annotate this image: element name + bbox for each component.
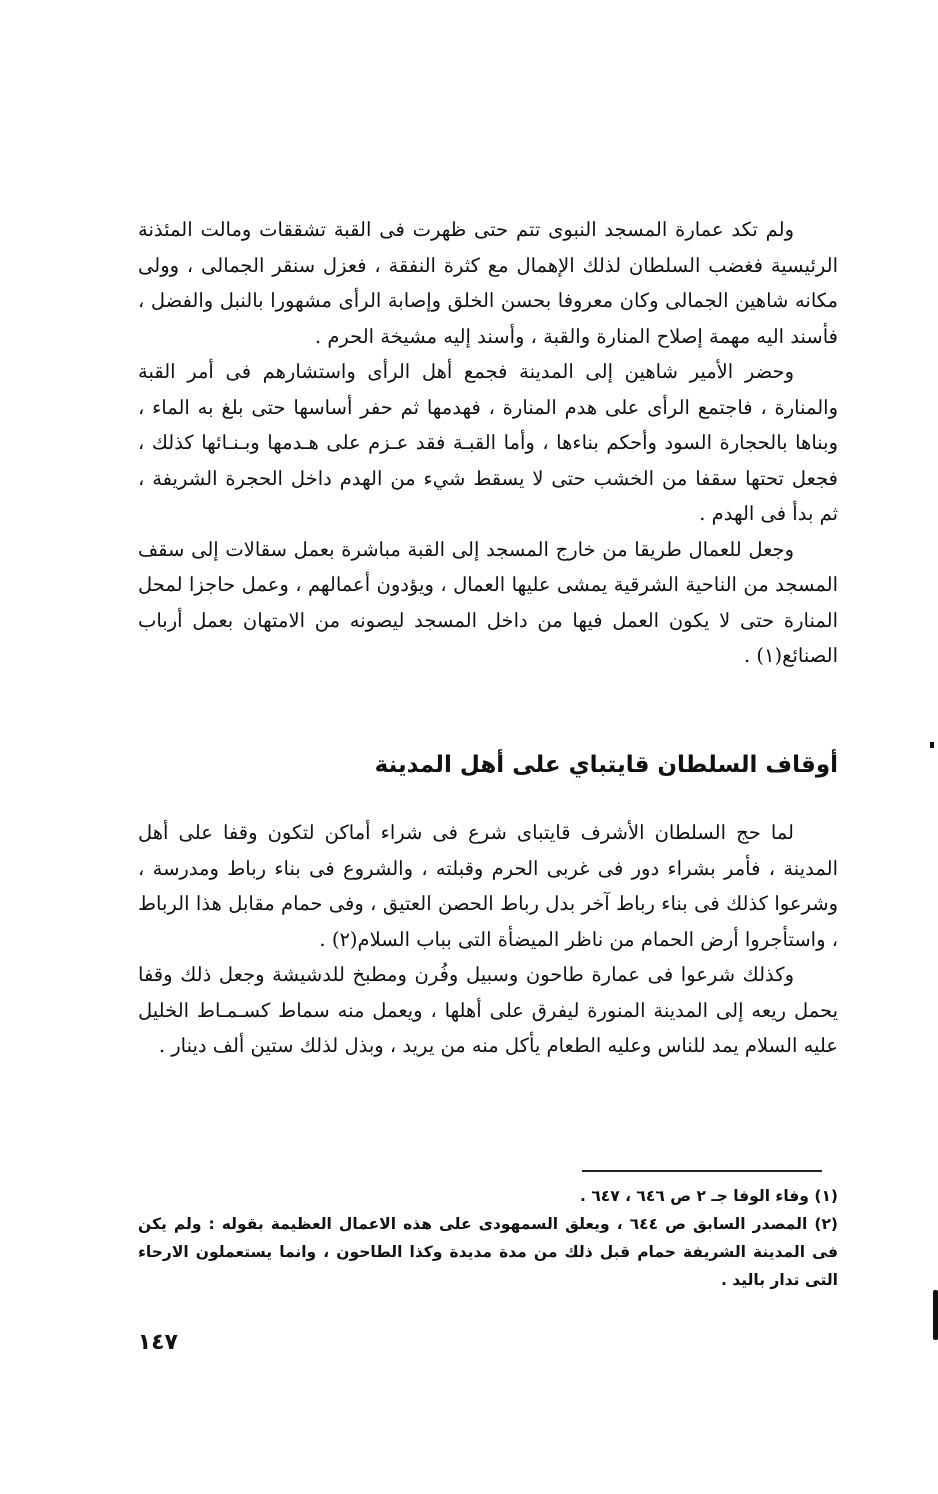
paragraph-4: لما حج السلطان الأشرف قايتباى شرع فى شراء أماكن لتكون وقفا على أهل المدينة ، فأمر بشراء دور فى غربى الحرم وقبلته ، والشروع فى بناء رباط ومدرسة ، وشرعوا كذلك فى بناء رباط آخر بدل رباط الحصن العتيق ، وفى حمام مقابل هذا الرباط ، واستأجروا أرض الحمام من ناظر الميضأة التى بباب السلام(٢) . [138,821,838,951]
scan-edge-mark [933,1290,938,1340]
paragraph-5: وكذلك شرعوا فى عمارة طاحون وسبيل وفُرن ومطبخ للدشيشة وجعل ذلك وقفا يحمل ريعه إلى المدينة المنورة ليفرق على أهلها ، ويعمل منه سماط كسـمـاط الخليل عليه السلام يمد للناس وعليه الطعام يأكل منه من يريد ، وبذل لذلك ستين ألف دينار . [138,963,838,1057]
footnote-2: (٢) المصدر السابق ص ٦٤٤ ، ويعلق السمهودى على هذه الاعمال العظيمة بقوله : ولم يكن فى المدينة الشريفة حمام قبل ذلك من مدة مديدة وكذا الطاحون ، وانما يستعملون الارحاء التى تدار باليد . [138,1215,838,1289]
section-1-text [138,212,838,674]
section-2-text [138,815,838,1064]
footnote-divider [582,1170,822,1172]
footnote-1: (١) وفاء الوفا جـ ٢ ص ٦٤٦ ، ٦٤٧ . [580,1187,838,1205]
paragraph-3: وجعل للعمال طريقا من خارج المسجد إلى القبة مباشرة بعمل سقالات إلى سقف المسجد من الناحية الشرقية يمشى عليها العمال ، ويؤدون أعمالهم ، وعمل حاجزا لمحل المنارة حتى لا يكون العمل فيها من داخل المسجد ليصونه من الامتهان بعمل أرباب الصنائع(١) . [138,537,838,667]
footnotes [138,1182,838,1294]
page-number: ١٤٧ [137,1330,178,1355]
paragraph-2: وحضر الأمير شاهين إلى المدينة فجمع أهل الرأى واستشارهم فى أمر القبة والمنارة ، فاجتمع الرأى على هدم المنارة ، فهدمها ثم حفر أساسها حتى بلغ به الماء ، وبناها بالحجارة السود وأحكم بناءها ، وأما القبـة فقد عـزم على هـدمها وبـنـائها كذلك ، فجعل تحتها سقفا من الخشب حتى لا يسقط شيء من الهدم داخل الحجرة الشريفة ، ثم بدأ فى الهدم . [138,360,838,525]
scan-artifact-mark [930,742,934,748]
section-heading: أوقاف السلطان قايتباي على أهل المدينة [374,752,838,778]
paragraph-1: ولم تكد عمارة المسجد النبوى تتم حتى ظهرت فى القبة تشققات ومالت المئذنة الرئيسية فغضب السلطان لذلك الإهمال مع كثرة النفقة ، فعزل سنقر الجمالى ، وولى مكانه شاهين الجمالى وكان معروفا بحسن الخلق وإصابة الرأى مشهورا بالنبل والفضل ، فأسند اليه مهمة إصلاح المنارة والقبة ، وأسند إليه مشيخة الحرم . [138,218,838,348]
